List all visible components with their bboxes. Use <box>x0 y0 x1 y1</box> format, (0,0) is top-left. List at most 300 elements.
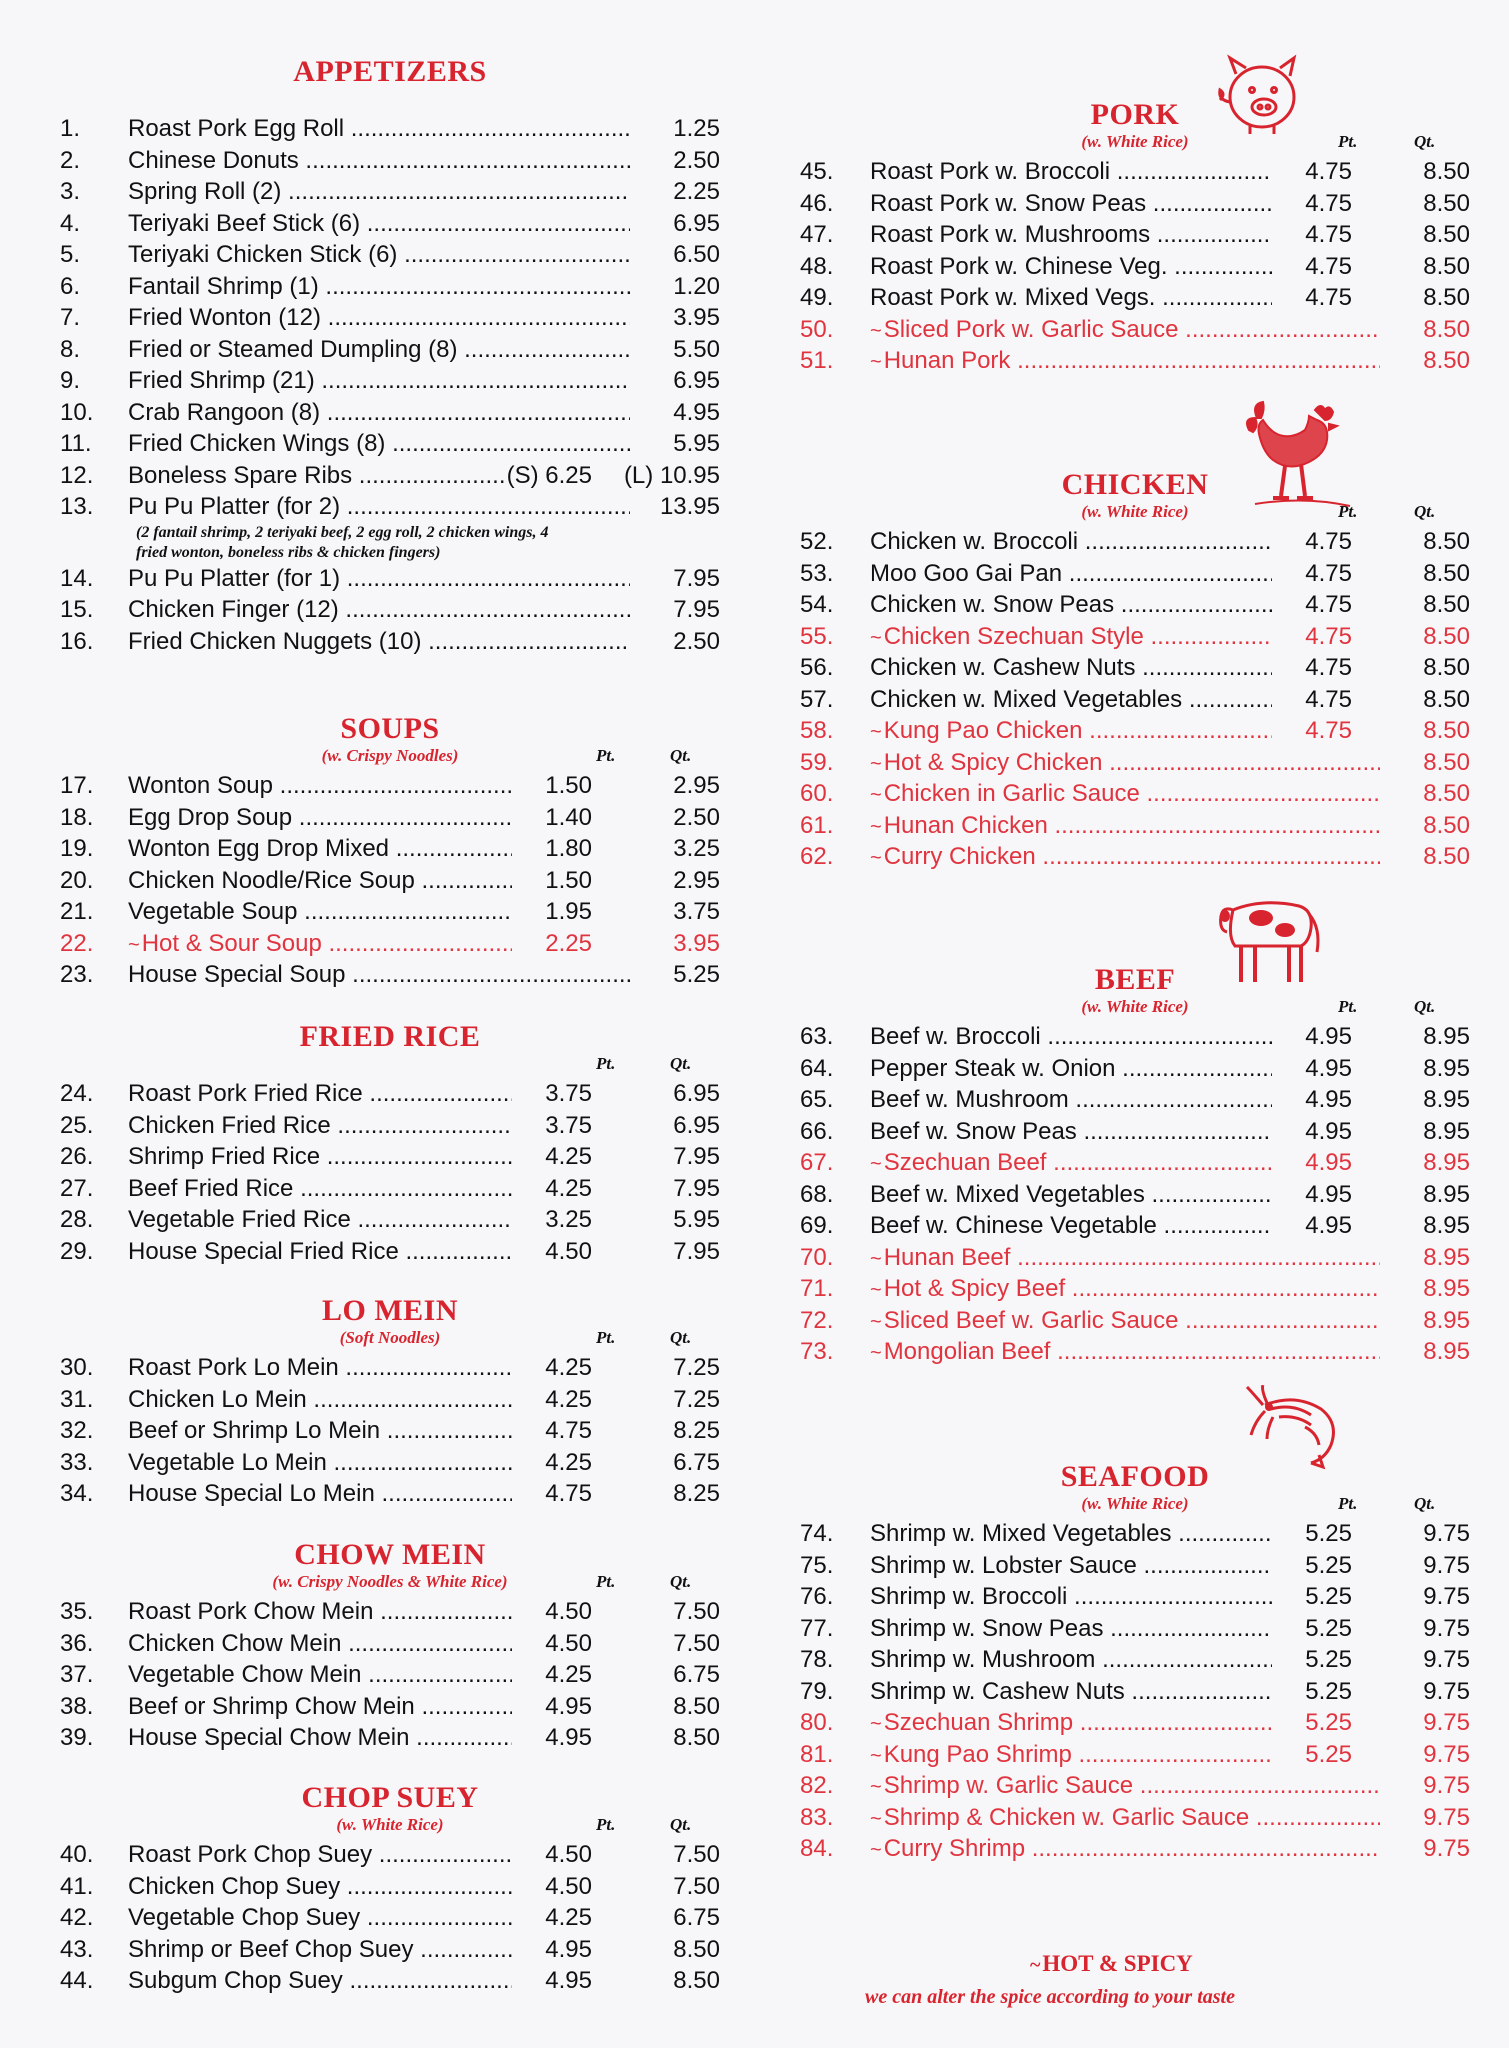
item-name <box>870 314 1380 348</box>
item-name <box>128 1415 512 1447</box>
menu-item <box>800 1336 1470 1368</box>
item-name-text: Roast Pork Chop Suey <box>128 1841 373 1868</box>
price-pint: 4.75 <box>1305 526 1352 558</box>
menu-item <box>60 1236 720 1268</box>
item-number: 5. <box>60 241 81 268</box>
price-quart: 6.95 <box>673 1110 720 1142</box>
price: 5.50 <box>673 334 720 366</box>
item-name <box>870 1179 1272 1211</box>
item-name-text: Curry Chicken <box>883 843 1036 870</box>
item-number: 28. <box>60 1206 94 1233</box>
item-name-text: Chicken Fried Rice <box>128 1111 331 1139</box>
item-name <box>128 1871 512 1903</box>
menu-item <box>60 302 720 334</box>
section-subtitle: (w. Crispy Noodles) <box>321 746 459 765</box>
item-number: 64. <box>800 1054 834 1082</box>
item-number: 81. <box>800 1740 834 1768</box>
item-number: 49. <box>800 284 834 311</box>
item-name <box>128 770 512 802</box>
item-name <box>870 1707 1272 1741</box>
item-name <box>128 865 512 897</box>
item-name <box>128 1965 512 1997</box>
chili-icon: ~ <box>870 351 882 373</box>
price: 9.75 <box>1423 1833 1470 1865</box>
item-number: 61. <box>800 811 834 839</box>
menu-item <box>60 145 720 177</box>
item-number: 79. <box>800 1677 834 1705</box>
menu-item <box>60 563 720 595</box>
price-quart: 8.95 <box>1423 1116 1470 1148</box>
menu-item <box>60 1839 720 1871</box>
item-number: 20. <box>60 866 94 894</box>
menu-item <box>60 334 720 366</box>
menu-item <box>800 621 1470 653</box>
menu-item <box>800 1739 1470 1771</box>
item-name <box>870 1581 1272 1613</box>
item-number: 4. <box>60 209 81 237</box>
item-number: 2. <box>60 146 81 174</box>
price: 7.95 <box>673 563 720 595</box>
price-quart: 8.50 <box>1423 715 1470 747</box>
item-name-text: Chicken Lo Mein <box>128 1385 307 1413</box>
price-pint: 4.75 <box>1305 715 1352 747</box>
item-name <box>870 1116 1272 1148</box>
price-pint: 4.50 <box>545 1839 592 1871</box>
item-name-text: Kung Pao Chicken <box>883 717 1083 744</box>
menu-item <box>800 1581 1470 1613</box>
quart-header: Qt. <box>1414 997 1436 1016</box>
price-quart: 8.95 <box>1423 1210 1470 1242</box>
item-name <box>870 1336 1380 1370</box>
item-name-text: Hot & Spicy Chicken <box>883 748 1103 776</box>
item-name <box>870 282 1272 314</box>
menu-item <box>800 684 1470 716</box>
item-name <box>870 156 1272 188</box>
menu-item <box>800 1550 1470 1582</box>
quart-header: Qt. <box>1414 1494 1436 1513</box>
price-quart: 8.50 <box>1423 251 1470 283</box>
price: 8.50 <box>1423 841 1470 873</box>
item-name <box>870 652 1272 684</box>
section-subtitle: (w. Crispy Noodles & White Rice) <box>272 1572 508 1591</box>
item-number: 15. <box>60 596 94 623</box>
item-name <box>870 1802 1380 1836</box>
price: 13.95 <box>660 491 720 523</box>
menu-item <box>60 428 720 460</box>
menu-item <box>800 1021 1470 1053</box>
item-name <box>128 1691 512 1723</box>
item-number: 57. <box>800 685 834 713</box>
price-pint: 4.75 <box>1305 589 1352 621</box>
section-subheader <box>60 89 720 113</box>
price: 1.25 <box>673 113 720 145</box>
price-quart: 6.75 <box>673 1902 720 1934</box>
item-number: 30. <box>60 1354 94 1381</box>
item-number: 56. <box>800 654 834 681</box>
item-number: 82. <box>800 1772 834 1799</box>
item-name-text: Fantail Shrimp (1) <box>128 272 319 300</box>
price-pint: 4.75 <box>1305 251 1352 283</box>
item-name-text: Chicken in Garlic Sauce <box>883 780 1140 807</box>
section-subheader <box>60 1572 720 1596</box>
price: 2.50 <box>673 145 720 177</box>
item-name <box>128 896 512 928</box>
menu-item <box>60 1352 720 1384</box>
price-pint: 4.95 <box>1305 1021 1352 1053</box>
item-name-text: Roast Pork Fried Rice <box>128 1080 363 1107</box>
item-name <box>128 145 630 177</box>
item-name <box>128 334 630 366</box>
price-pint: 4.95 <box>545 1934 592 1966</box>
pint-header: Pt. <box>1338 502 1358 521</box>
price-pint: 4.75 <box>1305 282 1352 314</box>
item-name <box>870 810 1380 844</box>
menu-item <box>800 156 1470 188</box>
item-number: 55. <box>800 622 834 650</box>
price: 8.50 <box>1423 810 1470 842</box>
item-number: 43. <box>60 1935 94 1963</box>
menu-item <box>800 1179 1470 1211</box>
item-name-text: Spring Roll (2) <box>128 178 282 205</box>
menu-item <box>60 1447 720 1479</box>
item-name <box>128 1078 512 1110</box>
section-subtitle: (w. White Rice) <box>1081 1494 1189 1513</box>
chili-icon: ~ <box>128 933 140 956</box>
price: 2.25 <box>673 176 720 208</box>
item-name <box>128 460 512 492</box>
price-quart: 9.75 <box>1423 1613 1470 1645</box>
menu-item <box>60 176 720 208</box>
price-pint: 4.50 <box>545 1236 592 1268</box>
menu-item <box>800 219 1470 251</box>
price-pint: 4.75 <box>1305 558 1352 590</box>
menu-item <box>800 558 1470 590</box>
item-name-text: Shrimp Fried Rice <box>128 1143 321 1170</box>
item-number: 32. <box>60 1417 94 1444</box>
price: 6.50 <box>673 239 720 271</box>
item-number: 3. <box>60 178 81 205</box>
price: 7.95 <box>673 594 720 626</box>
menu-item <box>800 1613 1470 1645</box>
item-name <box>128 1596 512 1628</box>
menu-item <box>800 1084 1470 1116</box>
item-name <box>128 1236 512 1268</box>
item-name <box>870 621 1272 655</box>
price-pint: 1.40 <box>545 802 592 834</box>
menu-item <box>800 715 1470 747</box>
item-name-text: Shrimp w. Cashew Nuts <box>870 1677 1125 1705</box>
item-name-text: Chicken Noodle/Rice Soup <box>128 866 415 894</box>
quart-header: Qt. <box>670 1328 692 1347</box>
menu-item <box>60 928 720 960</box>
menu-item <box>60 113 720 145</box>
item-name <box>128 563 630 595</box>
item-number: 69. <box>800 1212 834 1239</box>
item-name-text: Fried Chicken Wings (8) <box>128 430 386 457</box>
price-quart: 7.95 <box>673 1141 720 1173</box>
item-name-text: Roast Pork w. Chinese Veg. <box>870 252 1168 280</box>
item-name-text: Shrimp w. Broccoli <box>870 1583 1068 1610</box>
menu-item <box>800 747 1470 779</box>
chili-icon: ~ <box>870 784 882 806</box>
item-name <box>128 594 630 626</box>
menu-item <box>60 1141 720 1173</box>
chili-icon: ~ <box>870 626 882 649</box>
item-number: 31. <box>60 1385 94 1413</box>
item-name <box>870 778 1380 812</box>
item-name <box>870 251 1272 283</box>
menu-item <box>60 460 720 492</box>
item-name-text: Chinese Donuts <box>128 146 299 174</box>
item-number: 75. <box>800 1551 834 1579</box>
item-number: 38. <box>60 1692 94 1720</box>
price-pint: 4.25 <box>545 1384 592 1416</box>
menu-item <box>60 1902 720 1934</box>
price-pint: 4.75 <box>1305 219 1352 251</box>
price-quart: 8.95 <box>1423 1147 1470 1179</box>
item-number: 72. <box>800 1306 834 1334</box>
item-name <box>128 626 630 658</box>
item-number: 36. <box>60 1629 94 1657</box>
price-quart: 8.95 <box>1423 1084 1470 1116</box>
item-number: 1. <box>60 115 81 142</box>
item-name <box>870 1084 1272 1116</box>
item-name-text: Beef Fried Rice <box>128 1174 294 1202</box>
price-pint: 5.25 <box>1305 1707 1352 1739</box>
menu-item <box>800 1644 1470 1676</box>
price-quart: 7.95 <box>673 1236 720 1268</box>
price-quart: 3.95 <box>673 928 720 960</box>
price-pint: 5.25 <box>1305 1644 1352 1676</box>
price-pint: 3.25 <box>545 1204 592 1236</box>
item-number: 10. <box>60 398 94 426</box>
item-name-text: Chicken w. Cashew Nuts <box>870 654 1136 681</box>
item-number: 78. <box>800 1646 834 1673</box>
price-quart: 3.75 <box>673 896 720 928</box>
price-quart: 2.50 <box>673 802 720 834</box>
item-name-text: Kung Pao Shrimp <box>883 1740 1072 1768</box>
price-pint: 3.75 <box>545 1110 592 1142</box>
price-quart: 7.50 <box>673 1839 720 1871</box>
price: 8.95 <box>1423 1305 1470 1337</box>
item-number: 21. <box>60 898 94 925</box>
chili-icon: ~ <box>1030 1954 1041 1976</box>
item-number: 77. <box>800 1614 834 1642</box>
price-quart: 8.50 <box>673 1722 720 1754</box>
price-pint: 4.75 <box>1305 188 1352 220</box>
item-name-text: Roast Pork w. Broccoli <box>870 158 1111 185</box>
item-name <box>128 239 630 271</box>
item-name-text: Mongolian Beef <box>883 1338 1051 1365</box>
item-name-text: House Special Lo Mein <box>128 1480 375 1507</box>
menu-item <box>60 1934 720 1966</box>
item-number: 41. <box>60 1872 94 1900</box>
menu-item <box>60 1722 720 1754</box>
section-soups <box>60 712 720 991</box>
hot-spicy-title: HOT & SPICY <box>1042 1951 1193 1976</box>
pint-header: Pt. <box>596 1328 616 1347</box>
price-pint: 5.25 <box>1305 1739 1352 1771</box>
chili-icon: ~ <box>870 1839 882 1861</box>
price-quart: 3.25 <box>673 833 720 865</box>
section-subheader <box>800 132 1470 156</box>
item-number: 27. <box>60 1174 94 1202</box>
item-number: 54. <box>800 591 834 618</box>
chili-icon: ~ <box>870 319 882 342</box>
item-name <box>128 1141 512 1173</box>
price-quart: 9.75 <box>1423 1550 1470 1582</box>
item-name-text: Teriyaki Chicken Stick (6) <box>128 241 398 268</box>
item-name-text: Vegetable Chop Suey <box>128 1904 361 1931</box>
item-number: 29. <box>60 1237 94 1265</box>
item-name-text: Beef w. Chinese Vegetable <box>870 1212 1157 1239</box>
menu-item <box>60 208 720 240</box>
item-name-text: Roast Pork w. Snow Peas <box>870 189 1147 217</box>
item-name <box>128 113 630 145</box>
item-name <box>128 833 512 865</box>
price-pint: 4.50 <box>545 1596 592 1628</box>
item-name-text: Chicken w. Broccoli <box>870 528 1079 555</box>
item-name <box>870 558 1272 590</box>
menu-item <box>60 1478 720 1510</box>
menu-item <box>60 770 720 802</box>
item-number: 66. <box>800 1117 834 1145</box>
menu-item <box>60 1110 720 1142</box>
item-name-text: Shrimp w. Snow Peas <box>870 1614 1104 1642</box>
menu-item <box>800 1147 1470 1179</box>
section-chicken <box>800 468 1470 873</box>
item-name <box>128 928 512 962</box>
item-name-text: Beef or Shrimp Chow Mein <box>128 1692 415 1720</box>
item-name-text: Boneless Spare Ribs <box>128 461 353 489</box>
menu-item <box>60 491 720 523</box>
menu-item <box>800 1802 1470 1834</box>
item-name <box>870 188 1272 220</box>
item-name-text: Curry Shrimp <box>883 1835 1026 1862</box>
item-name-text: Roast Pork Chow Mein <box>128 1598 374 1625</box>
item-name-text: Subgum Chop Suey <box>128 1967 343 1994</box>
item-name <box>128 1110 512 1142</box>
section-subtitle: (w. White Rice) <box>1081 997 1189 1016</box>
chili-icon: ~ <box>870 815 882 838</box>
item-name-text: Chicken w. Snow Peas <box>870 591 1115 618</box>
price-pint: 4.75 <box>1305 621 1352 653</box>
section-title: PORK <box>1090 98 1180 131</box>
menu-item <box>800 1770 1470 1802</box>
item-number: 16. <box>60 627 94 655</box>
price-quart: 5.95 <box>673 1204 720 1236</box>
item-number: 8. <box>60 335 81 363</box>
menu-item <box>60 594 720 626</box>
item-name <box>128 1173 512 1205</box>
menu-item <box>800 314 1470 346</box>
item-number: 74. <box>800 1520 834 1547</box>
item-name-text: Hunan Chicken <box>883 811 1048 839</box>
price-quart: 9.75 <box>1423 1581 1470 1613</box>
section-pork <box>800 98 1470 377</box>
item-number: 51. <box>800 347 834 374</box>
menu-item <box>60 239 720 271</box>
price-pint: 4.75 <box>1305 652 1352 684</box>
item-name <box>128 428 630 460</box>
quart-header: Qt. <box>670 1572 692 1591</box>
menu-item <box>60 959 720 991</box>
item-name-text: Roast Pork Lo Mein <box>128 1354 339 1381</box>
price: 9.75 <box>1423 1770 1470 1802</box>
price-pint: 4.95 <box>545 1691 592 1723</box>
hot-spicy-subtitle: we can alter the spice according to your taste <box>865 1986 1235 2008</box>
menu-item <box>60 865 720 897</box>
item-name-text: Chicken Szechuan Style <box>883 622 1144 650</box>
item-number: 62. <box>800 843 834 870</box>
section-fried-rice <box>60 1020 720 1267</box>
chili-icon: ~ <box>870 1310 882 1333</box>
menu-item <box>800 1053 1470 1085</box>
item-name <box>870 589 1272 621</box>
item-name <box>128 176 630 208</box>
item-number: 26. <box>60 1143 94 1170</box>
item-name-text: Vegetable Fried Rice <box>128 1206 351 1233</box>
price-pint: 4.95 <box>1305 1116 1352 1148</box>
menu-item <box>800 1210 1470 1242</box>
menu-item <box>60 1628 720 1660</box>
item-name-text: Shrimp w. Mixed Vegetables <box>870 1520 1172 1547</box>
price-pint: 4.95 <box>545 1722 592 1754</box>
price: 9.75 <box>1423 1802 1470 1834</box>
menu-item <box>800 589 1470 621</box>
item-name <box>870 345 1380 379</box>
price-quart: 6.95 <box>673 1078 720 1110</box>
item-note: (2 fantail shrimp, 2 teriyaki beef, 2 egg roll, 2 chicken wings, 4 fried wonton, boneless ribs & chicken fingers) <box>136 523 549 561</box>
item-name-text: Teriyaki Beef Stick (6) <box>128 209 361 237</box>
price-pint: 4.75 <box>545 1478 592 1510</box>
price-pint: 4.25 <box>545 1902 592 1934</box>
price: 3.95 <box>673 302 720 334</box>
item-number: 45. <box>800 158 834 185</box>
item-number: 24. <box>60 1080 94 1107</box>
price: 8.50 <box>1423 345 1470 377</box>
item-name-text: House Special Chow Mein <box>128 1724 410 1751</box>
menu-item <box>800 1273 1470 1305</box>
price-quart: 8.95 <box>1423 1179 1470 1211</box>
section-title: SOUPS <box>340 712 440 745</box>
section-subheader <box>800 502 1470 526</box>
section-beef <box>800 963 1470 1368</box>
item-name <box>870 1242 1380 1276</box>
price-pint: 4.95 <box>1305 1147 1352 1179</box>
item-name-text: Pu Pu Platter (for 1) <box>128 564 341 592</box>
item-name-text: House Special Fried Rice <box>128 1237 399 1265</box>
item-name <box>128 802 512 834</box>
item-name <box>870 1833 1380 1867</box>
item-name <box>128 365 630 397</box>
price-quart: 8.50 <box>673 1965 720 1997</box>
item-number: 65. <box>800 1086 834 1113</box>
price-pint: 4.25 <box>545 1141 592 1173</box>
section-subheader <box>800 1494 1470 1518</box>
price-pint: 5.25 <box>1305 1550 1352 1582</box>
item-name-text: Moo Goo Gai Pan <box>870 559 1063 587</box>
price-quart: 8.50 <box>1423 156 1470 188</box>
item-name <box>870 526 1272 558</box>
menu-item <box>60 802 720 834</box>
menu-item <box>800 1518 1470 1550</box>
item-number: 9. <box>60 367 81 394</box>
section-subheader <box>60 746 720 770</box>
item-name <box>870 1613 1272 1645</box>
item-name <box>870 841 1380 875</box>
price-pint: 4.95 <box>545 1965 592 1997</box>
